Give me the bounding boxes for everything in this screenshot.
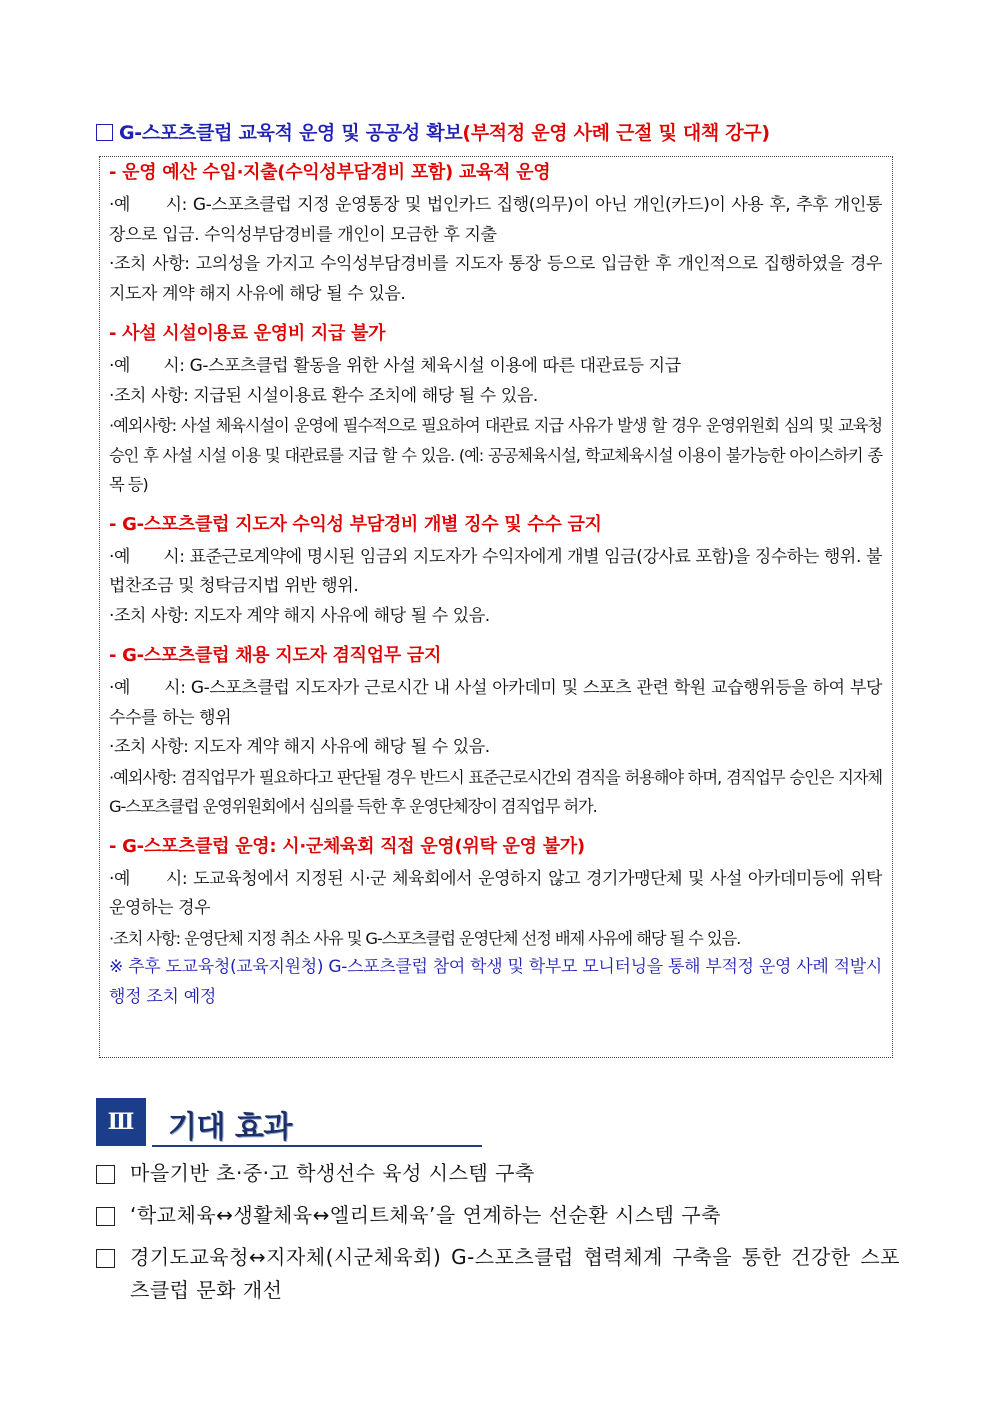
item-heading: - 사설 시설이용료 운영비 지급 불가 [109, 323, 386, 344]
item-line: ·예 시: G-스포츠클럽 지정 운영통장 및 법인카드 집행(의무)이 아닌 개인(카드)이 사용 후, 추후 개인통장으로 입금. 수익성부담경비를 개인이 모금한 후 지출 [109, 195, 882, 245]
item-line: ·예 시: 도교육청에서 지정된 시·군 체육회에서 운영하지 않고 경기가맹단체 및 사설 아카데미등에 위탁 운영하는 경우 [109, 868, 882, 918]
item-heading: - G-스포츠클럽 채용 지도자 겸직업무 금지 [109, 645, 442, 666]
item-line: ·조치 사항: 운영단체 지정 취소 사유 및 G-스포츠클럽 운영단체 선정 배제 사유에 해당 될 수 있음. [109, 928, 741, 948]
monitoring-note: ※ 추후 도교육청(교육지원청) G-스포츠클럽 참여 학생 및 학부모 모니터닝을 통해 부적정 운영 사례 적발시 행정 조치 예정 [109, 957, 882, 1007]
item-line: ·예외사항: 사설 체육시설이 운영에 필수적으로 필요하여 대관료 지급 사유가 발생 할 경우 운영위원회 심의 및 교육청 승인 후 사설 시설 이용 및 대관료를 지급 할 수 있음. (예: 공공체육시설, 학교체육시설 이용이 불가능한 아이스하키 종목 등) [109, 416, 882, 494]
item-line: ·조치 사항: 지도자 계약 해지 사유에 해당 될 수 있음. [109, 605, 490, 626]
effect-text: 경기도교육청↔지자체(시군체육회) G-스포츠클럽 협력체계 구축을 통한 건강한 스포츠클럽 문화 개선 [130, 1245, 900, 1302]
list-item [96, 1157, 900, 1190]
item-line: ·조치 사항: 고의성을 가지고 수익성부담경비를 지도자 통장 등으로 입금한 후 개인적으로 집행하였을 경우 지도자 계약 해지 사유에 해당 될 수 있음. [109, 254, 882, 304]
checkbox-icon [96, 1165, 115, 1184]
guideline-box [99, 156, 893, 1058]
guideline-item [109, 322, 882, 500]
section-title-main: G-스포츠클럽 교육적 운영 및 공공성 확보 [119, 122, 463, 144]
item-heading: - G-스포츠클럽 운영: 시·군체육회 직접 운영(위탁 운영 불가) [109, 835, 585, 857]
guideline-item [109, 513, 882, 632]
item-line: ·예 시: G-스포츠클럽 지도자가 근로시간 내 사설 아카데미 및 스포츠 관련 학원 교습행위등을 하여 부당 수수를 하는 행위 [109, 678, 882, 728]
section-underline [152, 1145, 482, 1147]
item-heading: - G-스포츠클럽 지도자 수익성 부담경비 개별 징수 및 수수 금지 [109, 513, 602, 535]
section-3-title: 기대 효과 [168, 1110, 292, 1145]
section-number-badge: Ⅲ [96, 1098, 146, 1146]
effect-text: ‘학교체육↔생활체육↔엘리트체육’을 연계하는 선순환 시스템 구축 [130, 1203, 721, 1227]
section-title [96, 118, 896, 145]
guideline-item [109, 161, 882, 309]
checkbox-icon [96, 124, 113, 141]
item-line: ·조치 사항: 지급된 시설이용료 환수 조치에 해당 될 수 있음. [109, 385, 538, 406]
guideline-item [109, 835, 882, 1013]
checkbox-icon [96, 1249, 115, 1268]
list-item [96, 1241, 900, 1307]
item-line: ·예외사항: 겸직업무가 필요하다고 판단될 경우 반드시 표준근로시간외 겸직을 허용해야 하며, 겸직업무 승인은 지자체 G-스포츠클럽 운영위원회에서 심의를 득한 후 운영단체장이 겸직업무 허가. [109, 767, 882, 816]
expected-effects-list [96, 1157, 900, 1316]
checkbox-icon [96, 1207, 115, 1226]
effect-text: 마을기반 초·중·고 학생선수 육성 시스템 구축 [130, 1161, 535, 1185]
section-title-sub: (부적정 운영 사례 근절 및 대책 강구) [462, 122, 770, 144]
item-line: ·예 시: 표준근로계약에 명시된 임금외 지도자가 수익자에게 개별 임금(강사료 포함)을 징수하는 행위. 불법찬조금 및 청탁금지법 위반 행위. [109, 546, 882, 596]
guideline-item [109, 644, 882, 822]
item-heading: - 운영 예산 수입·지출(수익성부담경비 포함) 교육적 운영 [109, 162, 551, 183]
list-item [96, 1199, 900, 1232]
item-line: ·예 시: G-스포츠클럽 활동을 위한 사설 체육시설 이용에 따른 대관료등 지급 [109, 356, 681, 376]
item-line: ·조치 사항: 지도자 계약 해지 사유에 해당 될 수 있음. [109, 737, 490, 757]
